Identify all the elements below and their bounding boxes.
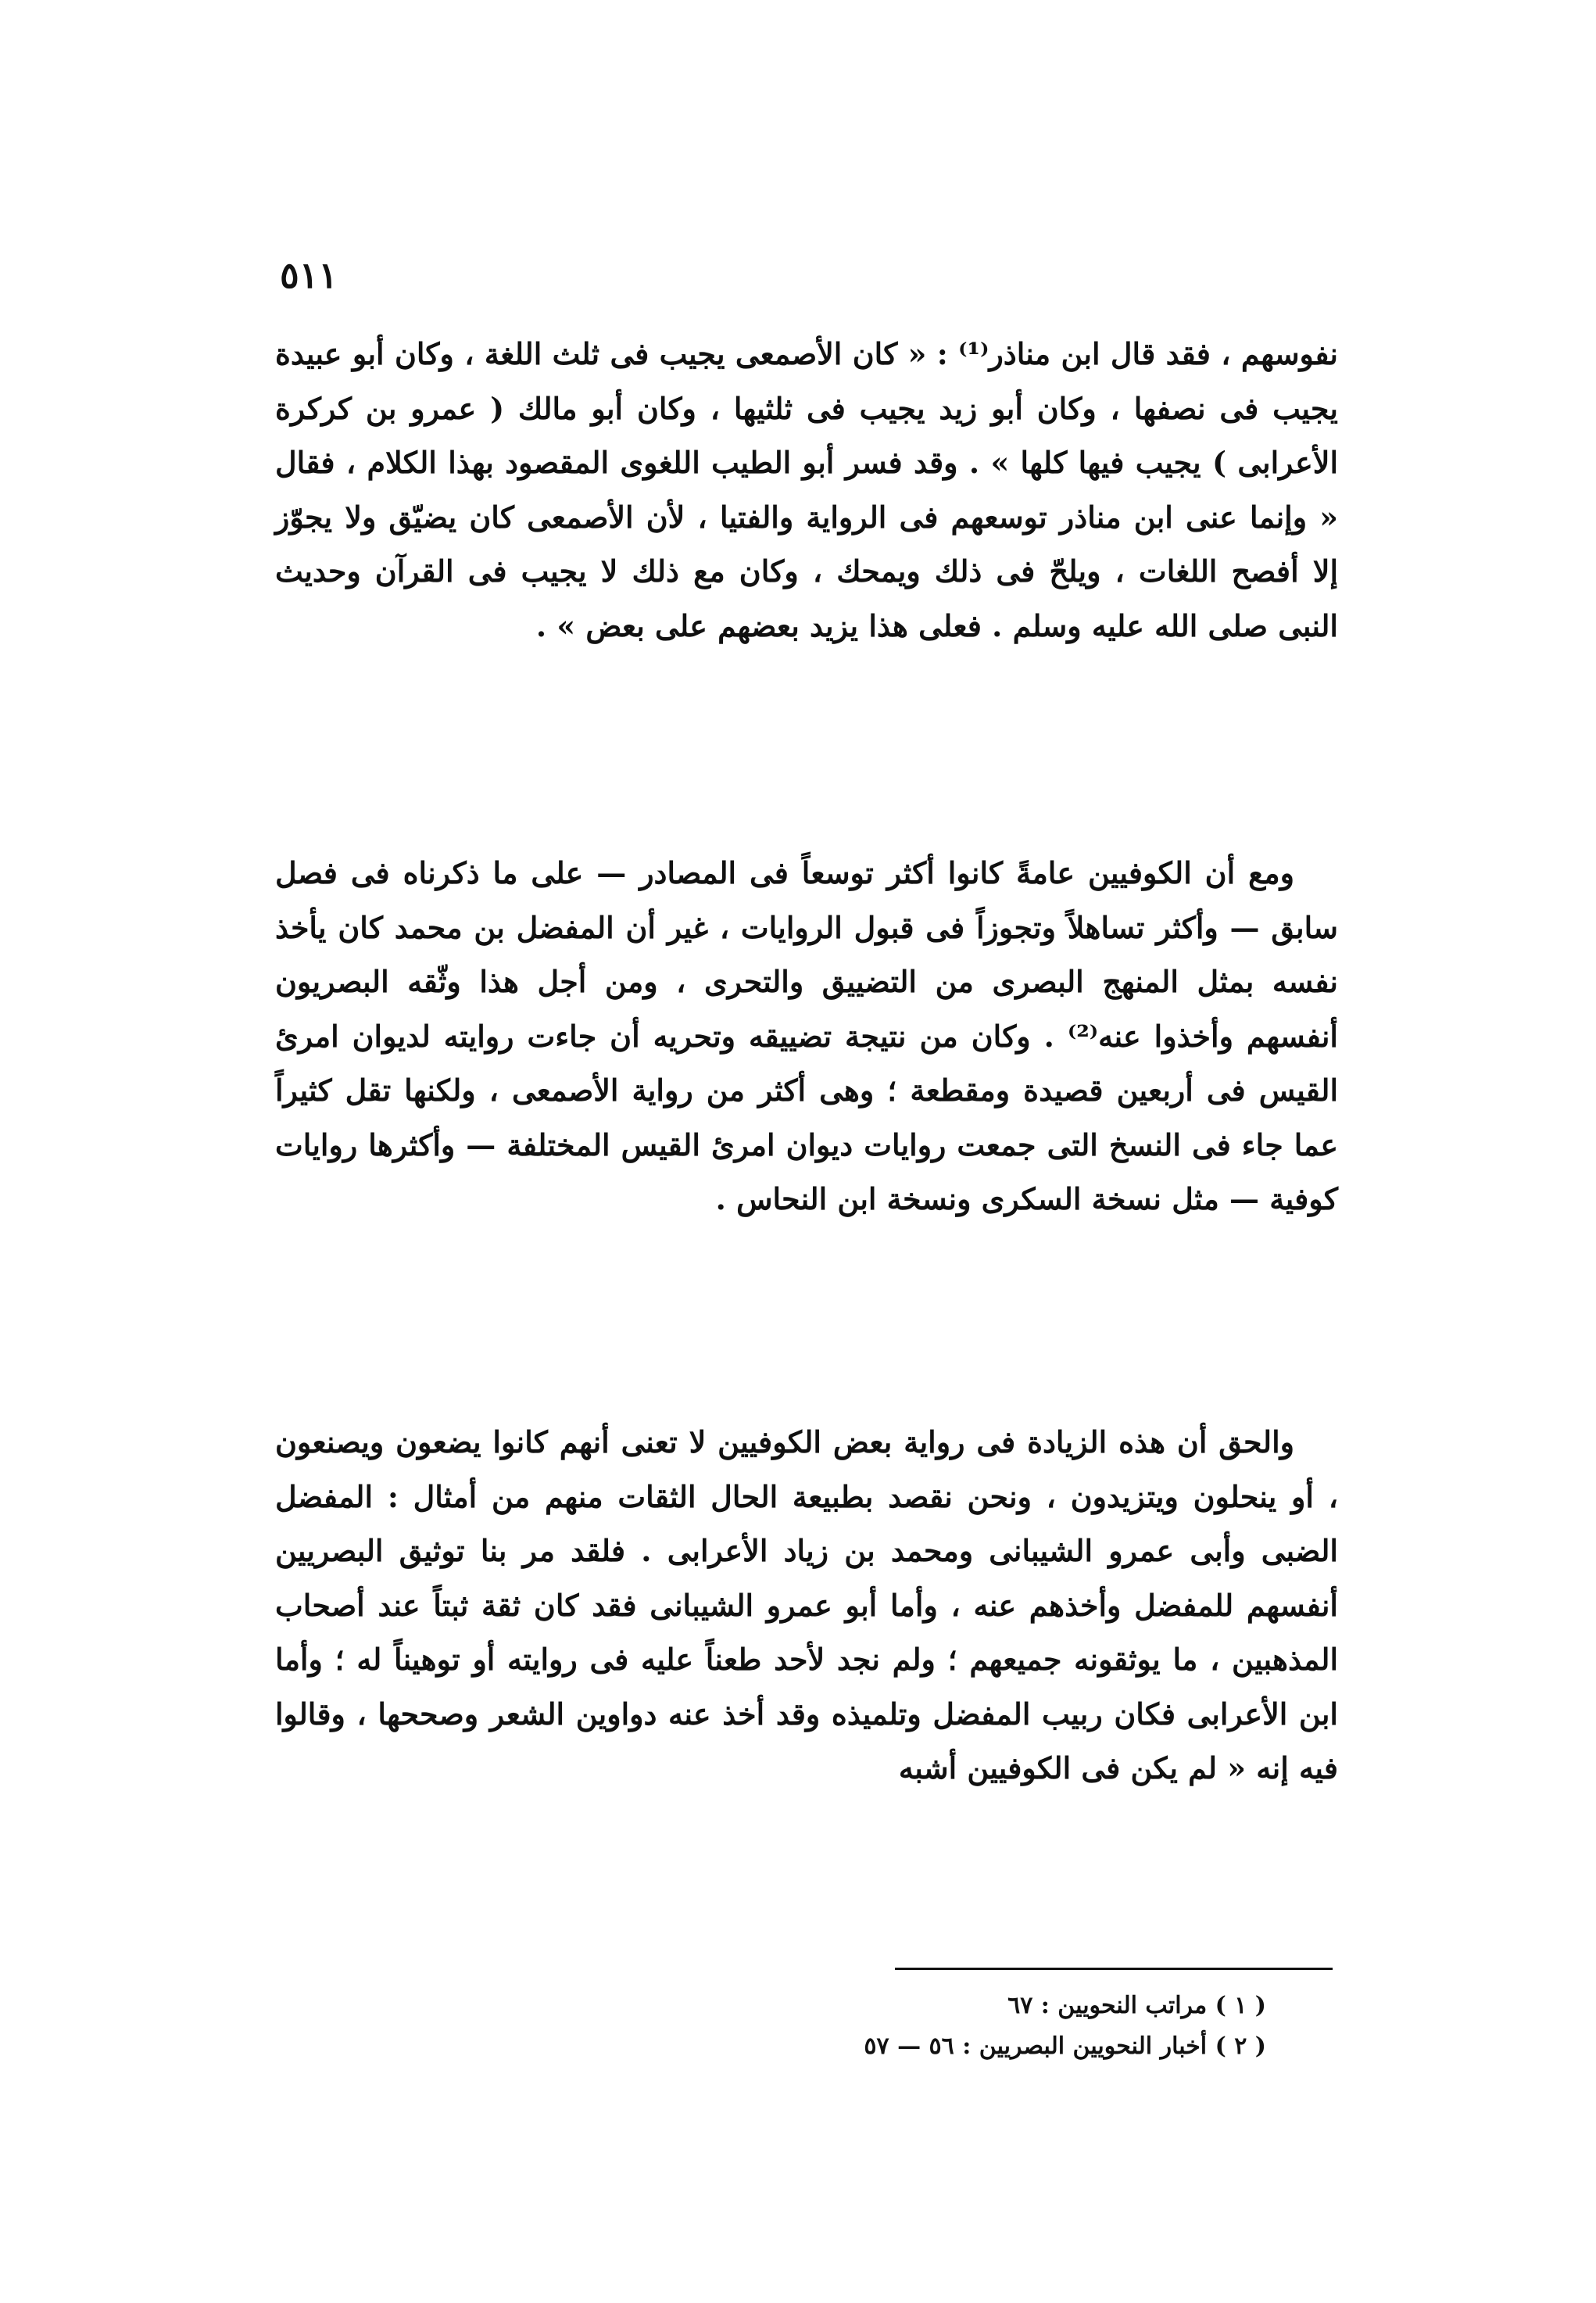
footnote-1: ( ١ ) مراتب النحويين : ٦٧: [1007, 1992, 1266, 2019]
footnote-separator: [895, 1968, 1333, 1970]
paragraph-3-text: والحق أن هذه الزيادة فى رواية بعض الكوفيين لا تعنى أنهم كانوا يضعون ويصنعون ، أو ينحلون ويتزيدون ، ونحن نقصد بطبيعة الحال الثقات منهم من أمثال : المفضل الضبى وأبى عمرو الشيبانى ومحمد بن زياد الأعرابى . فلقد مر بنا توثيق البصريين أنفسهم للمفضل وأخذهم عنه ، وأما أبو عمرو الشيبانى فقد كان ثقة ثبتاً عند أصحاب المذهبين ، ما يوثقونه جميعهم ؛ ولم نجد لأحد طعناً عليه فى روايته أو توهيناً له ؛ وأما ابن الأعرابى فكان ربيب المفضل وتلميذه وقد أخذ عنه دواوين الشعر وصححها ، وقالوا فيه إنه « لم يكن فى الكوفيين أشبه: [275, 1424, 1338, 1785]
paragraph-2-text: ومع أن الكوفيين عامةً كانوا أكثر توسعاً فى المصادر — على ما ذكرناه فى فصل سابق — وأكثر تساهلاً وتجوزاً فى قبول الروايات ، غير أن المفضل بن محمد كان يأخذ نفسه بمثل المنهج البصرى من التضييق والتحرى ، ومن أجل هذا وثّقه البصريون أنفسهم وأخذوا عنه⁽²⁾ . وكان من نتيجة تضييقه وتحريه أن جاءت روايته لديوان امرئ القيس فى أربعين قصيدة ومقطعة ؛ وهى أكثر من رواية الأصمعى ، ولكنها تقل كثيراً عما جاء فى النسخ التى جمعت روايات ديوان امرئ القيس المختلفة — وأكثرها روايات كوفية — مثل نسخة السكرى ونسخة ابن النحاس .: [275, 855, 1338, 1216]
footnotes: [703, 1986, 1266, 2067]
footnote-2: ( ٢ ) أخبار النحويين البصريين : ٥٦ — ٥٧: [864, 2033, 1266, 2060]
paragraph-1: نفوسهم ، فقد قال ابن مناذر⁽¹⁾ : « كان الأصمعى يجيب فى ثلث اللغة ، وكان أبو عبيدة يجيب فى نصفها ، وكان أبو زيد يجيب فى ثلثيها ، وكان أبو مالك ( عمرو بن كركرة الأعرابى ) يجيب فيها كلها » . وقد فسر أبو الطيب اللغوى المقصود بهذا الكلام ، فقال « وإنما عنى ابن مناذر توسعهم فى الرواية والفتيا ، لأن الأصمعى كان يضيّق ولا يجوّز إلا أفصح اللغات ، ويلحّ فى ذلك ويمحك ، وكان مع ذلك لا يجيب فى القرآن وحديث النبى صلى الله عليه وسلم . فعلى هذا يزيد بعضهم على بعض » .: [275, 336, 1338, 643]
paragraph-2: [275, 846, 1338, 1227]
paragraph-3: [275, 1415, 1338, 1796]
page-number: ٥١١: [280, 254, 338, 296]
